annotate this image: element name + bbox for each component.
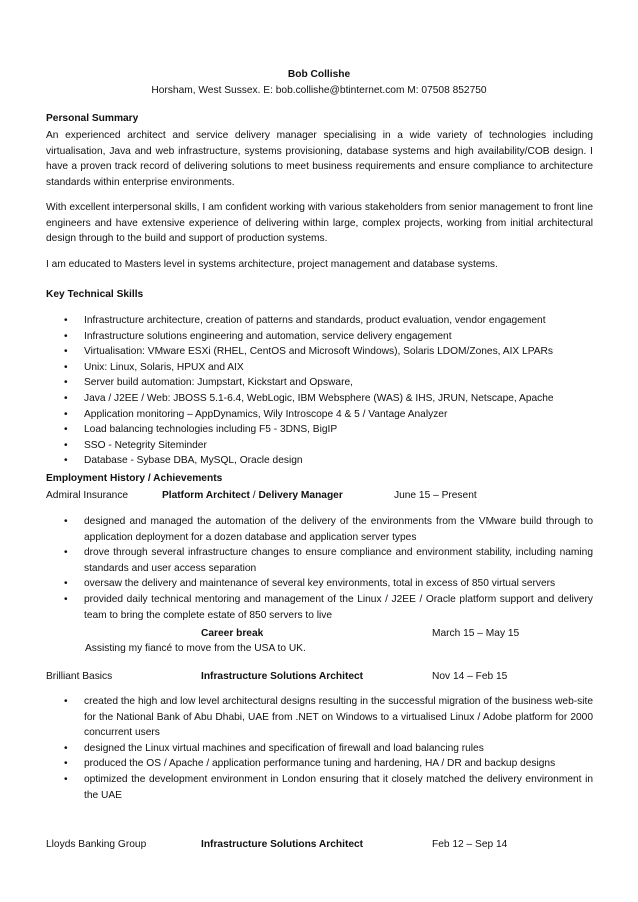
skills-heading: Key Technical Skills [46, 289, 144, 300]
skills-list [46, 313, 606, 469]
job3-company: Lloyds Banking Group [46, 839, 147, 850]
career-break-role: Career break [201, 628, 264, 639]
bullet-icon: • [64, 439, 68, 451]
job2-company: Brilliant Basics [46, 671, 113, 682]
list-item: • Virtualisation: VMware ESXi (RHEL, CentOS and Microsoft Windows), Solaris LDOM/Zones, AIX LPARs [46, 344, 606, 360]
bullet-icon: • [64, 361, 68, 373]
job1-company: Admiral Insurance [46, 490, 129, 501]
contact-line: Horsham, West Sussex. E: bob.collishe@btinternet.com M: 07508 852750 [151, 85, 487, 96]
summary-paragraph-2: With excellent interpersonal skills, I am confident working with various stakeholders from senior management to front line engineers and have extensive experience of delivering within large, complex projects, working from initial architectural design through to the build and support of production systems. [46, 202, 593, 245]
career-break-dates: March 15 – May 15 [432, 628, 520, 639]
bullet-icon: • [64, 455, 68, 467]
bullet-icon: • [64, 578, 68, 590]
bullet-icon: • [64, 392, 68, 404]
bullet-icon: • [64, 773, 68, 785]
job1-role: Platform Architect / Delivery Manager [162, 490, 343, 501]
job2-achievements [46, 694, 593, 803]
career-break-note: Assisting my fiancé to move from the USA to UK. [85, 643, 306, 654]
candidate-name: Bob Collishe [287, 69, 351, 80]
bullet-icon: • [64, 696, 68, 707]
list-item: • Server build automation: Jumpstart, Kickstart and Opsware, [46, 375, 606, 391]
list-item: • provided daily technical mentoring and management of the Linux / J2EE / Oracle platform support and delivery team to bring the complete estate of 850 servers to live [64, 593, 593, 621]
job1-achievements [46, 514, 593, 623]
list-item: • optimized the development environment in London ensuring that it closely matched the delivery environment in the UAE [64, 773, 593, 801]
summary-paragraph-3: I am educated to Masters level in systems architecture, project management and database systems. [46, 259, 498, 270]
list-item: • designed the Linux virtual machines and specification of firewall and load balancing rules [46, 741, 593, 757]
bullet-icon: • [64, 408, 68, 420]
employment-heading: Employment History / Achievements [46, 473, 223, 484]
list-item: • Unix: Linux, Solaris, HPUX and AIX [46, 360, 606, 376]
bullet-icon: • [64, 424, 68, 436]
list-item: • drove through several infrastructure changes to ensure compliance and environment stability, including naming standards and user access separation [64, 547, 593, 574]
bullet-icon: • [64, 330, 68, 342]
list-item: • Infrastructure architecture, creation of patterns and standards, product evaluation, vendor engagement [46, 313, 606, 329]
job1-dates: June 15 – Present [394, 490, 477, 501]
list-item: • Java / J2EE / Web: JBOSS 5.1-6.4, WebLogic, IBM Websphere (WAS) & IHS, JRUN, Netscape, Apache [46, 391, 606, 407]
summary-paragraph-1: An experienced architect and service delivery manager specialising in a wide variety of technologies including virtualisation, Java and web infrastructure, systems provisioning, database systems and high availability/COB design. I have a proven track record of delivering solutions to meet business requirements and ensure compliance to architecture standards within enterprise environments. [46, 130, 593, 188]
job3-dates: Feb 12 – Sep 14 [432, 839, 508, 850]
job3-role: Infrastructure Solutions Architect [201, 839, 364, 850]
bullet-icon: • [64, 346, 68, 358]
list-item: • produced the OS / Apache / application performance tuning and hardening, HA / DR and backup designs [46, 756, 593, 772]
list-item: • Database - Sybase DBA, MySQL, Oracle design [46, 453, 606, 469]
list-item: • created the high and low level architectural designs resulting in the successful migration of the business web-site for the National Bank of Abu Dhabi, UAE from .NET on Windows to a virtualised Linux / Adobe platform for 2000 concurrent users [64, 696, 593, 739]
bullet-icon: • [64, 593, 68, 605]
job2-dates: Nov 14 – Feb 15 [432, 671, 508, 682]
bullet-icon: • [64, 516, 68, 527]
bullet-icon: • [64, 547, 68, 559]
bullet-icon: • [64, 377, 68, 389]
list-item: • Infrastructure solutions engineering and automation, service delivery engagement [46, 329, 606, 345]
bullet-icon: • [64, 315, 68, 326]
list-item: • SSO - Netegrity Siteminder [46, 438, 606, 454]
list-item: • designed and managed the automation of the delivery of the environments from the VMware build through to application deployment for a dozen database and application server types [64, 516, 593, 543]
personal-summary-heading: Personal Summary [46, 113, 139, 124]
list-item: • Application monitoring – AppDynamics, Wily Introscope 4 & 5 / Vantage Analyzer [46, 407, 606, 423]
list-item: • Load balancing technologies including F5 - 3DNS, BigIP [46, 422, 606, 438]
job2-role: Infrastructure Solutions Architect [201, 671, 364, 682]
list-item: • oversaw the delivery and maintenance of several key environments, total in excess of 850 virtual servers [46, 576, 593, 592]
bullet-icon: • [64, 758, 68, 770]
bullet-icon: • [64, 742, 68, 754]
